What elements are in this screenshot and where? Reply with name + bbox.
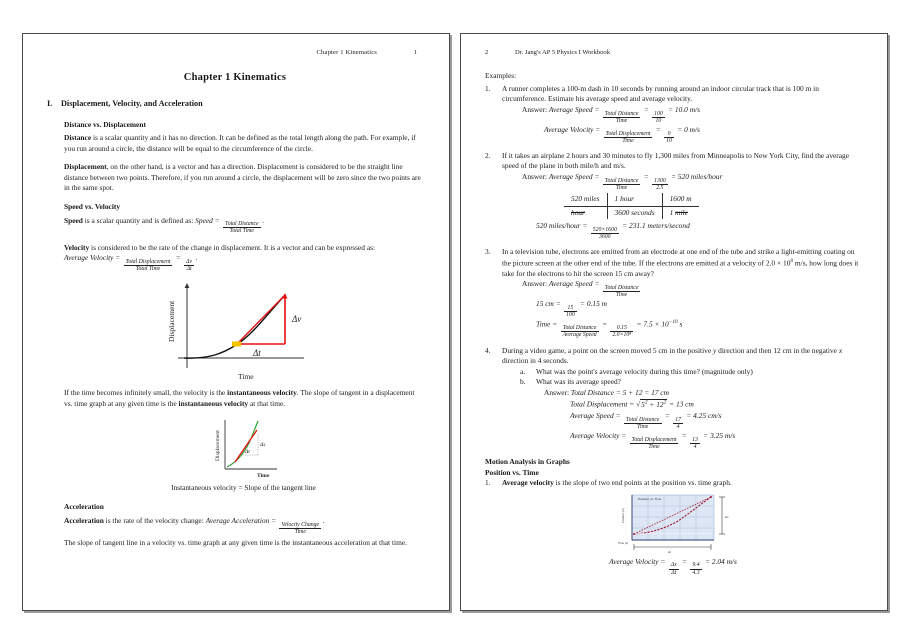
fraction-1 bbox=[624, 417, 662, 430]
question-axis-x: x bbox=[838, 345, 843, 355]
example-question bbox=[502, 346, 861, 367]
instantaneous-text-b: . The slope of tangent in a displacement vs. time graph at any given time is the bbox=[64, 388, 415, 408]
example-item bbox=[485, 84, 861, 144]
fraction-denominator: 2.5 bbox=[656, 184, 664, 191]
question-text-b: m/s, how long does it take for the electrons to hit the screen 15 cm away? bbox=[502, 258, 859, 278]
answer-prefix: Answer: bbox=[522, 279, 549, 289]
y-axis-arrow bbox=[184, 283, 189, 288]
equation-result-unit: s bbox=[677, 319, 683, 329]
fraction-1 bbox=[669, 562, 679, 575]
fraction-2 bbox=[664, 131, 674, 144]
fraction-denominator: Time bbox=[648, 444, 660, 451]
term-distance: Distance bbox=[64, 133, 92, 143]
heading-acceleration: Acceleration bbox=[64, 502, 104, 512]
table-row bbox=[564, 206, 699, 219]
figure2-delta-t-label: Δt bbox=[244, 449, 250, 456]
example-answer bbox=[544, 388, 861, 399]
displacement-curve bbox=[227, 421, 258, 467]
fraction-acceleration bbox=[279, 522, 321, 535]
question-text-b: direction and then 12 cm in the negative bbox=[716, 345, 839, 355]
example-item bbox=[485, 247, 861, 339]
equation-velocity-label: Average Velocity bbox=[64, 253, 114, 263]
example-question bbox=[502, 247, 861, 279]
fraction-numerator: Total Distance bbox=[604, 110, 639, 117]
running-head-right bbox=[485, 48, 861, 57]
fraction-denominator: Time bbox=[615, 291, 628, 298]
equation-speed-label: Speed bbox=[195, 215, 213, 225]
fraction-numerator: Total Distance bbox=[604, 284, 639, 291]
example-answer bbox=[522, 279, 861, 298]
equation-label: Average Speed bbox=[570, 411, 614, 421]
equation-result: 0.15 m bbox=[586, 299, 608, 309]
heading-speed-vs-velocity: Speed vs. Velocity bbox=[64, 202, 121, 211]
term-speed: Speed bbox=[64, 215, 83, 225]
equation-result: 231.1 meters/second bbox=[629, 221, 690, 231]
paragraph-velocity-text: is considered to be the rate of the change in displacement. It is a vector and can be expressed as: bbox=[89, 242, 376, 252]
instantaneous-text-c: at that time. bbox=[248, 398, 286, 408]
figure2-y-axis-label: Displacement bbox=[214, 430, 221, 462]
radicand-b-exponent: 2 bbox=[663, 399, 667, 406]
equation-result: 3.25 m/s bbox=[710, 431, 736, 441]
table-cell: 3600 seconds bbox=[607, 206, 662, 219]
table-cell: 520 miles bbox=[564, 193, 607, 206]
equation-unit-conversion: 520 miles/hour = $\frac{520\times 1600}{3600}$ = 231.1 meters/second bbox=[536, 221, 690, 240]
sub-question-text: What was its average speed? bbox=[536, 377, 621, 387]
paragraph-acceleration bbox=[64, 516, 423, 535]
equation-average-velocity: Average Velocity = $\frac{\text{Total Displacement}}{\text{Time}}$ = $\frac{0}{10}$ = 0 m/s bbox=[544, 124, 700, 144]
chart-delta-t-label: Δt bbox=[668, 549, 671, 553]
equation-label: Average Velocity bbox=[609, 556, 659, 566]
fraction-delta bbox=[184, 259, 194, 272]
question-text-a: During a video game, a point on the screen moved 5 cm in the positive bbox=[502, 345, 713, 355]
fraction-denominator: 10 bbox=[655, 117, 662, 124]
fraction-denominator: Δt bbox=[186, 265, 192, 272]
fraction-denominator: Total Time bbox=[135, 265, 161, 272]
example-question: If it takes an airplane 2 hours and 30 minutes to fly 1,300 miles from Minneapolis to New York City, find the average speed of the plane in both mile/h and m/s. bbox=[502, 150, 850, 171]
displacement-curve bbox=[184, 296, 284, 358]
paragraph-distance bbox=[64, 133, 423, 154]
example-item bbox=[485, 151, 861, 240]
paragraph-velocity bbox=[64, 243, 423, 273]
paragraph-speed bbox=[64, 216, 423, 235]
motion-item-bold: Average velocity bbox=[502, 478, 554, 488]
table-cell: hour bbox=[564, 206, 607, 219]
equation-label: Average Velocity bbox=[544, 124, 594, 134]
equation-total-displacement bbox=[570, 399, 861, 410]
fraction-denominator: 4.3 bbox=[692, 569, 700, 576]
fraction-2 bbox=[690, 437, 700, 450]
fraction-numerator: 0 bbox=[664, 131, 674, 138]
fraction-denominator: Time bbox=[615, 117, 628, 124]
equation-result: 2.04 m/s bbox=[711, 556, 737, 566]
equation-average-acceleration: Average Acceleration = $\frac{\text{Velocity Change}}{\text{Time}}$ bbox=[205, 516, 320, 535]
speed-period: . bbox=[262, 215, 264, 225]
equation-result-exponent: −10 bbox=[668, 319, 678, 326]
chart-end-point bbox=[710, 496, 712, 498]
figure-instantaneous-velocity-graph bbox=[64, 417, 423, 479]
acceleration-period: . bbox=[322, 516, 325, 525]
question-exponent: 8 bbox=[790, 257, 794, 264]
fraction-numerator: 13 bbox=[692, 436, 698, 443]
example-number: 3. bbox=[485, 247, 491, 257]
example-answer bbox=[522, 105, 861, 124]
equation-label: Average Speed bbox=[548, 279, 593, 289]
paragraph-displacement-text: , on the other hand, is a vector and has a direction. Displacement is considered to be the straight line distance between two points. Therefore, if you run around a circle, the displacement will be zero since the two points are in the same spot. bbox=[64, 162, 421, 193]
paragraph-instantaneous bbox=[64, 388, 423, 409]
fraction-denominator: 4 bbox=[676, 424, 680, 431]
fraction-conversion bbox=[591, 227, 619, 240]
section-heading bbox=[47, 98, 423, 110]
example-number: 1. bbox=[485, 83, 491, 93]
example-answer bbox=[522, 172, 861, 191]
running-head-title: Dr. Jang's AP 5 Physics I Workbook bbox=[515, 49, 610, 56]
figure1-delta-v-label: Δv bbox=[291, 314, 301, 325]
table-cell: 1600 m bbox=[662, 193, 698, 206]
running-head-chapter: Chapter 1 Kinematics bbox=[316, 49, 377, 56]
chart-delta-x-label: Δx bbox=[725, 514, 729, 519]
tangent-point-marker bbox=[232, 342, 241, 347]
equation-average-speed: Average Speed = $\frac{\text{Total Distance}}{\text{Time}}$ bbox=[548, 279, 639, 298]
fraction-numerator: Δx bbox=[670, 562, 677, 569]
examples-list bbox=[485, 84, 861, 450]
motion-item bbox=[485, 478, 861, 489]
fraction-numerator: Total Distance bbox=[625, 416, 660, 423]
unit-conversion-table bbox=[564, 193, 699, 219]
figure-average-velocity-graph bbox=[64, 280, 423, 384]
fraction-denominator: Time bbox=[637, 424, 649, 431]
fraction-numerator: 520×1600 bbox=[592, 226, 617, 233]
paragraph-distance-text: is a scalar quantity and it has no direction. It can be defined as the total length along the path. For example, if you run around a circle, the distance will be equal to the circumference of the circle. bbox=[64, 133, 416, 153]
equation-time: Time = $\frac{\text{Total Distance}}{\text{Average Speed}}$ = $\frac{0.15}{\text{2.0×10⁸}}$ = $7.5 \times 10^{-10}$ s bbox=[536, 319, 683, 339]
figure2-x-axis-label: Time bbox=[256, 473, 269, 480]
fraction-velocity bbox=[124, 259, 173, 272]
fraction-denominator: 100 bbox=[566, 311, 575, 318]
equation-label: Average Speed bbox=[548, 104, 593, 114]
term-displacement: Displacement bbox=[64, 162, 107, 172]
chart-svg bbox=[612, 491, 734, 553]
fraction-denominator: 2.0×10⁸ bbox=[612, 332, 632, 339]
sub-question-item bbox=[520, 367, 861, 378]
fraction-numerator: 0.15 bbox=[610, 325, 633, 332]
radicand-a: 5 bbox=[641, 399, 645, 409]
fraction-denominator: 10 bbox=[666, 137, 672, 144]
equation-result: = 13 cm bbox=[667, 399, 694, 409]
secant-line bbox=[237, 295, 285, 344]
fraction-2 bbox=[652, 111, 665, 124]
equation-average-speed: Average Speed = $\frac{\text{Total Distance}}{\text{Time}}$ = $\frac{1300}{2.5}$ = 520 miles/hour bbox=[548, 172, 723, 191]
question-text-c: direction in 4 seconds. bbox=[502, 356, 569, 366]
fraction-denominator: Total Time bbox=[229, 228, 254, 235]
fraction-denominator: 4 bbox=[693, 444, 697, 451]
running-head-page-number: 2 bbox=[485, 49, 489, 56]
table-cell: 1 hour bbox=[607, 193, 662, 206]
running-head-left bbox=[47, 48, 423, 57]
table-cell-strike-unit: mile bbox=[675, 207, 688, 217]
fraction-numerator: 15 bbox=[564, 305, 577, 312]
fraction-numerator: Total Displacement bbox=[631, 436, 677, 443]
example-question: A runner completes a 100-m dash in 10 seconds by running around an indoor circular track that is 100 m in circumference. Estimate his average speed and average velocity. bbox=[502, 83, 819, 104]
paragraph-displacement bbox=[64, 162, 423, 194]
paragraph-speed-text: is a scalar quantity and is defined as: bbox=[82, 215, 196, 225]
fraction-numerator: 17 bbox=[675, 416, 681, 423]
fraction-2 bbox=[610, 325, 633, 338]
fraction-numerator: Total Distance bbox=[604, 177, 639, 184]
page-title: Chapter 1 Kinematics bbox=[183, 72, 287, 84]
fraction-1 bbox=[603, 111, 641, 124]
fraction-2 bbox=[690, 562, 701, 575]
fraction-numerator: Δv bbox=[186, 258, 193, 265]
fraction-numerator: Total Distance bbox=[225, 221, 259, 228]
example-number: 4. bbox=[485, 345, 491, 355]
equation-label: Total Displacement = bbox=[570, 399, 637, 409]
fraction-1 bbox=[604, 131, 653, 144]
fraction-1 bbox=[603, 178, 641, 191]
page-left bbox=[22, 33, 450, 611]
fraction-numerator: 1300 bbox=[654, 177, 666, 184]
fraction-denominator: Average Speed bbox=[562, 332, 597, 339]
equation-lhs: 520 miles/hour bbox=[536, 221, 581, 231]
radicand-b: 12 bbox=[656, 399, 664, 409]
fraction-2 bbox=[652, 178, 668, 191]
fraction-numerator: Velocity Change bbox=[281, 521, 320, 528]
example-number: 2. bbox=[485, 150, 491, 160]
chart-x-axis-label: Time (s) bbox=[618, 540, 629, 545]
equation-result: 10.0 m/s bbox=[674, 104, 700, 114]
equation-average-velocity: Average Velocity = $\frac{\text{Total Displacement}}{\text{Total Time}}$ = $\frac{\Delta v}{\Delta t}$ bbox=[64, 253, 193, 272]
term-velocity: Velocity bbox=[64, 242, 90, 252]
fraction-denominator: 3600 bbox=[599, 233, 611, 240]
sub-question-mark: a. bbox=[520, 366, 526, 376]
fraction-cm bbox=[564, 305, 577, 318]
fraction-1 bbox=[561, 325, 599, 338]
section-title: Displacement, Velocity, and Acceleration bbox=[61, 99, 203, 109]
heading-distance-vs-displacement: Distance vs. Displacement bbox=[64, 119, 146, 129]
answer-prefix: Answer: bbox=[544, 387, 571, 397]
radical: $√5^2 + 12^2$ bbox=[636, 399, 667, 409]
motion-item-number: 1. bbox=[485, 478, 491, 488]
fraction-denominator: Δt bbox=[671, 569, 677, 576]
running-head-page-number: 1 bbox=[413, 49, 417, 56]
table-row bbox=[564, 193, 699, 206]
fraction-numerator: Total Displacement bbox=[605, 130, 651, 137]
paragraph-acceleration-closing: The slope of tangent line in a velocity vs. time graph at any given time is the instantaneous acceleration at that time. bbox=[64, 538, 407, 548]
equation-lhs: 15 cm bbox=[536, 299, 554, 309]
equation-average-velocity: Average Velocity = $\frac{\text{Total Displacement}}{\text{Time}}$ = $\frac{13}{4}$ = 3.25 m/s bbox=[570, 431, 736, 451]
equation-result: 4.25 cm/s bbox=[693, 411, 722, 421]
motion-item-text: is the slope of two end points at the position vs. time graph. bbox=[553, 478, 732, 488]
fraction-numerator: Total Distance bbox=[561, 325, 599, 332]
answer-prefix: Answer: bbox=[522, 172, 549, 181]
equation-result: 520 miles/hour bbox=[677, 172, 723, 181]
figure2-svg bbox=[199, 417, 289, 479]
paragraph-acceleration-text: is the rate of the velocity change: bbox=[103, 516, 206, 525]
instantaneous-text-a: If the time becomes infinitely small, the velocity is the bbox=[64, 388, 228, 398]
equation-speed: Speed = $\frac{\text{Total Distance}}{\text{Total Time}}$ bbox=[195, 215, 259, 235]
chart-y-axis-label: Position (m) bbox=[621, 507, 625, 523]
fraction-denominator: Time bbox=[294, 528, 306, 535]
equation-total-distance: Total Distance = 5 + 12 = 17 cm bbox=[570, 387, 669, 397]
table-cell: 1 mile bbox=[669, 207, 688, 217]
sub-question-text: What was the point's average velocity during this time? (magnitude only) bbox=[536, 366, 753, 376]
term-acceleration: Acceleration bbox=[64, 516, 104, 525]
page-right bbox=[460, 33, 888, 611]
examples-label: Examples: bbox=[485, 71, 517, 81]
chart-title: Position vs. Time bbox=[638, 496, 662, 501]
radical-plus: + bbox=[647, 399, 657, 409]
figure1-y-axis-label: Displacement bbox=[166, 300, 176, 343]
figure1-delta-t-label: Δt bbox=[252, 348, 261, 359]
figure2-delta-s-label: Δs bbox=[259, 442, 265, 449]
figure2-caption: Instantaneous velocity = Slope of the tangent line bbox=[171, 483, 316, 493]
fraction-numerator: 100 bbox=[654, 110, 663, 117]
radicand-a-exponent: 2 bbox=[644, 399, 648, 406]
figure1-x-axis-label: Time bbox=[237, 372, 254, 382]
equation-result: 7.5 × 10 bbox=[643, 319, 669, 329]
equation-average-speed: Average Speed = $\frac{\text{Total Distance}}{\text{Time}}$ = $\frac{100}{10}$ = 10.0 m/s bbox=[548, 104, 700, 124]
example-item bbox=[485, 346, 861, 451]
fraction-speed bbox=[223, 221, 261, 234]
figure1-svg bbox=[154, 280, 334, 384]
instantaneous-bold-a: instantaneous velocity bbox=[227, 388, 297, 398]
question-axis-y: y bbox=[713, 345, 717, 355]
answer-prefix: Answer: bbox=[522, 104, 549, 114]
equation-average-speed: Average Speed = $\frac{\text{Total Distance}}{\text{Time}}$ = $\frac{17}{4}$ = 4.25 cm/s bbox=[570, 411, 722, 431]
equation-average-velocity-chart: Average Velocity = $\frac{\Delta x}{\Delta t}$ = $\frac{9.4}{4.3}$ = 2.04 m/s bbox=[609, 556, 737, 576]
sub-question-item bbox=[520, 377, 861, 388]
velocity-period: . bbox=[195, 253, 198, 263]
tangent-line bbox=[235, 430, 257, 462]
equation-result: 0 m/s bbox=[684, 124, 700, 134]
fraction-numerator: Total Displacement bbox=[125, 258, 171, 265]
fraction-denominator: Time bbox=[615, 184, 628, 191]
equation-label: Average Velocity bbox=[570, 431, 620, 441]
chart-position-vs-time bbox=[485, 491, 861, 553]
heading-position-vs-time: Position vs. Time bbox=[485, 467, 539, 477]
chart-start-point bbox=[633, 533, 635, 535]
heading-motion-analysis: Motion Analysis in Graphs bbox=[485, 457, 570, 467]
equation-cm-to-m: 15 cm = $\frac{15}{100}$ = 0.15 m bbox=[536, 299, 608, 318]
sub-question-mark: b. bbox=[520, 377, 526, 387]
instantaneous-bold-b: instantaneous velocity bbox=[178, 398, 249, 408]
equation-label: Time bbox=[536, 319, 551, 329]
question-text-a: In a television tube, electrons are emitted from an electrode at one end of the tube and strike a light-emitting coating on the picture screen at the other end of the tube. If the electrons are emitted at a velocity of 2.0 × 10 bbox=[502, 247, 855, 268]
equation-label: Average Speed bbox=[548, 172, 593, 181]
section-number: I. bbox=[47, 99, 53, 109]
fraction-1 bbox=[603, 285, 641, 298]
fraction-denominator: Time bbox=[622, 137, 634, 144]
equation-acceleration-label: Average Acceleration bbox=[205, 516, 270, 525]
fraction-1 bbox=[630, 437, 679, 450]
sub-question-list bbox=[520, 367, 861, 388]
fraction-2 bbox=[673, 417, 683, 430]
fraction-numerator: 9.4 bbox=[692, 562, 700, 569]
